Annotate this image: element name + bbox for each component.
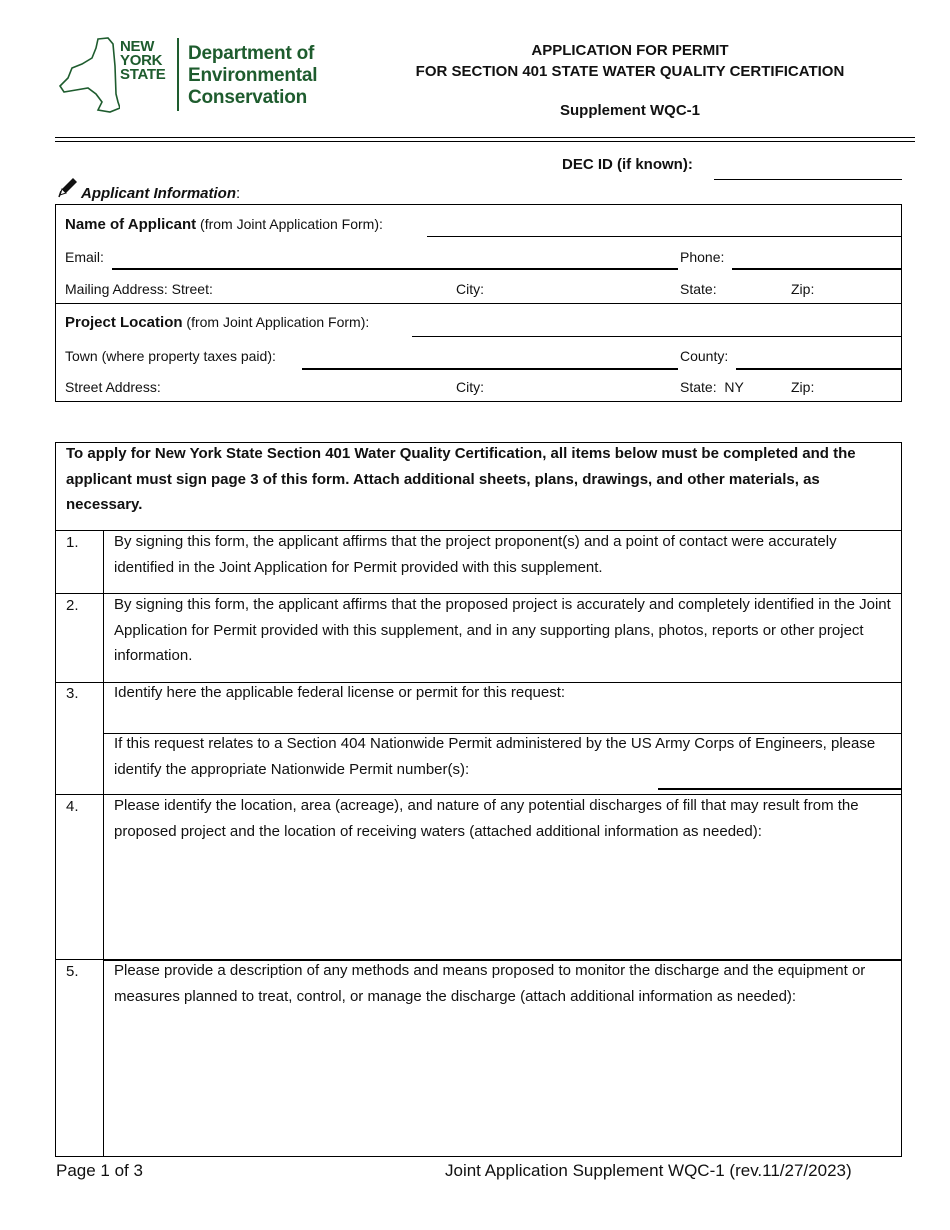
section-divider bbox=[56, 303, 901, 304]
item-1-text: By signing this form, the applicant affirms that the project proponent(s) and a point of contact were accurately identified in the Joint Application for Permit provided with this supplement. bbox=[114, 533, 837, 576]
mailing-street-label: Mailing Address: Street: bbox=[65, 281, 213, 297]
item-1-number: 1. bbox=[66, 534, 79, 551]
item-3-nationwide-text: If this request relates to a Section 404 Nationwide Permit administered by the US Army Corps of Engineers, please identify the appropriate Nationwide Permit number(s): bbox=[114, 735, 876, 778]
item-5-number: 5. bbox=[66, 963, 79, 980]
town-label: Town (where property taxes paid): bbox=[65, 348, 276, 364]
pencil-icon bbox=[57, 176, 79, 198]
project-state-label: State: NY bbox=[680, 379, 744, 395]
page-number: Page 1 of 3 bbox=[56, 1161, 143, 1180]
discharge-location-field[interactable] bbox=[103, 868, 901, 958]
form-identifier: Joint Application Supplement WQC-1 (rev.11/27/2023) bbox=[445, 1161, 852, 1180]
applicant-info-box bbox=[55, 204, 902, 402]
applicant-name-field[interactable] bbox=[427, 236, 901, 237]
item-5-text: Please provide a description of any methods and means proposed to monitor the discharge and the equipment or measures planned to treat, control, or manage the discharge (attach additional information as needed): bbox=[114, 962, 866, 1005]
applicant-information-heading: Applicant Information: bbox=[81, 185, 241, 202]
supplement-label: Supplement WQC-1 bbox=[559, 102, 700, 119]
dec-id-label: DEC ID (if known): bbox=[562, 156, 693, 173]
requirements-table bbox=[55, 442, 902, 1157]
project-zip-label: Zip: bbox=[791, 379, 815, 395]
mailing-state-label: State: bbox=[680, 281, 717, 297]
item-4-text: Please identify the location, area (acreage), and nature of any potential discharges of fill that may result from the proposed project and the location of receiving waters (attached additional information as needed): bbox=[114, 797, 859, 840]
project-location-label: Project Location (from Joint Application Form): bbox=[65, 314, 370, 331]
project-city-label: City: bbox=[456, 379, 484, 395]
title-line-1: APPLICATION FOR PERMIT bbox=[531, 42, 729, 59]
monitoring-description-field[interactable] bbox=[103, 1038, 901, 1153]
item-3-text: Identify here the applicable federal license or permit for this request: bbox=[114, 684, 566, 701]
logo-state-text: NEW YORK STATE bbox=[120, 38, 166, 83]
logo-department-name: Department of Environmental Conservation bbox=[188, 43, 318, 108]
street-address-label: Street Address: bbox=[65, 379, 161, 395]
new-york-state-outline-icon bbox=[58, 36, 120, 114]
mailing-city-label: City: bbox=[456, 281, 484, 297]
applicant-name-label: Name of Applicant (from Joint Application Form): bbox=[65, 216, 383, 233]
county-label: County: bbox=[680, 348, 729, 364]
item-4-number: 4. bbox=[66, 798, 79, 815]
email-field[interactable] bbox=[112, 268, 678, 270]
email-label: Email: bbox=[65, 249, 104, 265]
county-field[interactable] bbox=[736, 368, 901, 370]
mailing-zip-label: Zip: bbox=[791, 281, 815, 297]
phone-field[interactable] bbox=[732, 268, 901, 270]
dec-id-field[interactable] bbox=[714, 179, 902, 180]
project-location-field[interactable] bbox=[412, 336, 901, 337]
title-line-2: FOR SECTION 401 STATE WATER QUALITY CERTIFICATION bbox=[415, 63, 845, 80]
header-rule-top bbox=[55, 137, 915, 138]
nationwide-permit-field[interactable] bbox=[658, 788, 901, 790]
item-3-number: 3. bbox=[66, 685, 79, 702]
dec-logo bbox=[58, 36, 320, 114]
project-state-value: NY bbox=[724, 379, 744, 395]
phone-label: Phone: bbox=[680, 249, 725, 265]
item-2-number: 2. bbox=[66, 597, 79, 614]
header-rule-bottom bbox=[55, 141, 915, 142]
instructions-intro: To apply for New York State Section 401 Water Quality Certification, all items below must be completed and the applicant must sign page 3 of this form. Attach additional sheets, plans, drawings, and other materials, as necessary. bbox=[66, 445, 856, 513]
item-2-text: By signing this form, the applicant affirms that the proposed project is accurately and completely identified in the Joint Application for Permit provided with this supplement, and in any supporting plans, photos, reports or other project information. bbox=[114, 596, 891, 664]
town-field[interactable] bbox=[302, 368, 678, 370]
logo-divider bbox=[177, 38, 179, 111]
